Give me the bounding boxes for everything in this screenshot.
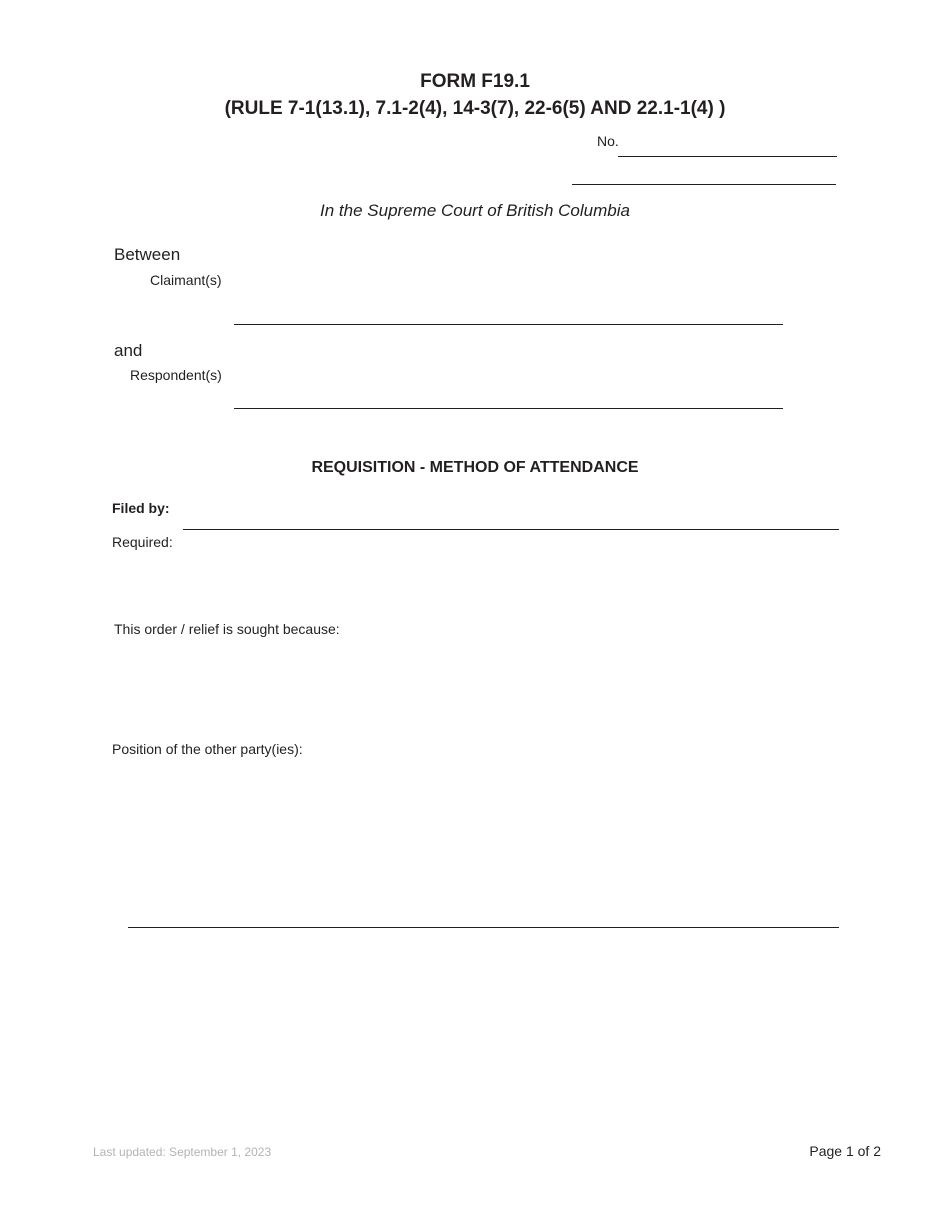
file-number-field[interactable] <box>618 156 837 157</box>
sought-because-label: This order / relief is sought because: <box>114 621 340 637</box>
respondent-field[interactable] <box>234 408 783 409</box>
last-updated: Last updated: September 1, 2023 <box>93 1145 272 1159</box>
filed-by-label: Filed by: <box>112 500 170 516</box>
form-rules: (RULE 7-1(13.1), 7.1-2(4), 14-3(7), 22-6(5) AND 22.1-1(4) ) <box>224 98 726 119</box>
court-name: In the Supreme Court of British Columbia <box>320 201 630 220</box>
other-party-position-label: Position of the other party(ies): <box>112 741 303 757</box>
claimant-label: Claimant(s) <box>150 272 222 288</box>
required-label: Required: <box>112 534 173 550</box>
page-number: Page 1 of 2 <box>809 1143 881 1159</box>
filed-by-field[interactable] <box>183 529 839 530</box>
form-title: FORM F19.1 <box>420 71 530 92</box>
respondent-label: Respondent(s) <box>130 367 222 383</box>
registry-field[interactable] <box>572 184 836 185</box>
and-label: and <box>114 341 143 360</box>
other-party-position-field[interactable] <box>128 927 839 928</box>
file-number-label: No. <box>597 133 619 149</box>
claimant-field[interactable] <box>234 324 783 325</box>
between-label: Between <box>114 245 181 264</box>
requisition-heading: REQUISITION - METHOD OF ATTENDANCE <box>311 459 639 476</box>
